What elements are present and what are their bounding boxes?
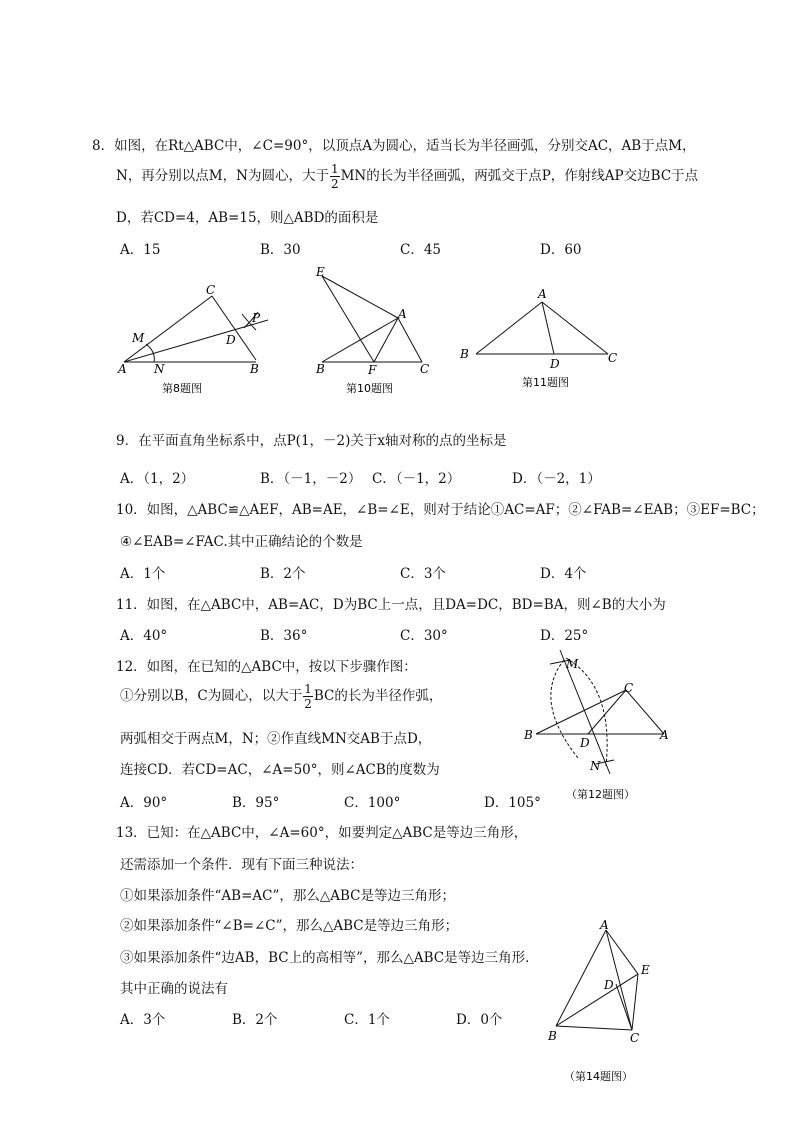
fig8-label-d: D: [226, 333, 236, 347]
fig14-side-ae: [606, 930, 638, 974]
q13-option-c[interactable]: C．1个: [344, 1012, 390, 1028]
fig12-label-d: D: [580, 736, 590, 750]
fig12-side-bc: [536, 690, 626, 734]
fig8-label-c: C: [206, 283, 216, 297]
fig8-arc-mn: [146, 344, 154, 362]
q11-stem: 11．如图，在△ABC中，AB=AC，D为BC上一点，且DA=DC，BD=BA，则∠B的大小为: [116, 597, 666, 613]
q12-fraction: [303, 683, 313, 710]
fig8-side-cb: [212, 296, 256, 360]
fig12-caption: （第12题图）: [566, 788, 635, 801]
fig11-label-c: C: [608, 351, 618, 365]
fig10-caption: 第10题图: [346, 382, 393, 395]
q12-line4: 连接CD．若CD=AC，∠A=50°，则∠ACB的度数为: [120, 762, 440, 778]
figure-q14: [540, 916, 670, 1088]
q13-line5: ③如果添加条件“边AB，BC上的高相等”，那么△ABC是等边三角形．: [120, 950, 539, 966]
q13-option-b[interactable]: B．2个: [232, 1012, 278, 1028]
q9-option-b[interactable]: B．（－1，－2）: [260, 471, 362, 487]
q8-option-a[interactable]: A．15: [120, 242, 161, 258]
fig8-label-p: P: [252, 311, 261, 325]
q12-option-c[interactable]: C．100°: [344, 795, 401, 811]
fig14-label-a: A: [600, 918, 609, 932]
q12-frac-den: 2: [304, 697, 312, 711]
fig14-side-ab: [556, 930, 606, 1026]
q9-option-d[interactable]: D．（－2，1）: [512, 471, 601, 487]
q8-line3: D，若CD=4，AB=15，则△ABD的面积是: [116, 210, 379, 226]
q8-line2-a: N，再分别以点M，N为圆心，大于: [116, 168, 329, 184]
fig10-label-a: A: [398, 307, 407, 321]
q8-line2-b: MN的长为半径画弧，两弧交于点P，作射线AP交边BC于点: [340, 168, 699, 184]
q8-line2: [116, 163, 698, 190]
fig8-caption: 第8题图: [162, 382, 202, 395]
fig14-segment-dc: [616, 984, 632, 1030]
fig8-ray-ap: [124, 320, 268, 362]
fig8-label-m: M: [132, 331, 145, 345]
figure-q8: [110, 280, 280, 400]
fig10-side-ea: [322, 276, 398, 318]
q12-option-b[interactable]: B．95°: [232, 795, 280, 811]
fig12-segment-cd: [588, 690, 626, 734]
q8-option-c[interactable]: C．45: [400, 242, 442, 258]
fig12-arc-left: [551, 660, 578, 758]
q13-line3: ①如果添加条件“AB=AC”，那么△ABC是等边三角形；: [120, 888, 455, 904]
q10-option-b[interactable]: B．2个: [260, 566, 306, 582]
q12-line3: 两弧相交于两点M，N；②作直线MN交AB于点D，: [120, 731, 432, 747]
fig8-side-ac: [124, 296, 212, 362]
fig10-label-b: B: [316, 362, 325, 376]
q13-option-a[interactable]: A．3个: [120, 1012, 166, 1028]
fig8-label-a: A: [118, 362, 127, 376]
fig14-label-e: E: [641, 963, 650, 977]
q12-frac-num: 1: [304, 682, 312, 696]
fig14-side-bc: [556, 1026, 632, 1030]
q8-frac-num: 1: [330, 162, 339, 176]
q11-option-b[interactable]: B．36°: [260, 628, 308, 644]
q12-line2-b: BC的长为半径作弧，: [313, 688, 443, 704]
q10-line1: 10．如图，△ABC≌△AEF，AB=AE，∠B=∠E，则对于结论①AC=AF；②∠FAB=∠EAB；③EF=BC；: [116, 502, 765, 518]
q11-option-d[interactable]: D．25°: [540, 628, 589, 644]
fig10-label-c: C: [420, 362, 430, 376]
q10-option-a[interactable]: A．1个: [120, 566, 166, 582]
fig14-side-ec: [632, 974, 638, 1030]
fig12-label-a: A: [660, 728, 669, 742]
q12-option-d[interactable]: D．105°: [484, 795, 541, 811]
q13-option-d[interactable]: D．0个: [456, 1012, 503, 1028]
q8-option-d[interactable]: D．60: [540, 242, 582, 258]
fig10-label-f: F: [368, 363, 377, 377]
fig12-label-n: N: [590, 759, 601, 773]
figure-q11: [456, 282, 626, 392]
q12-option-a[interactable]: A．90°: [120, 795, 168, 811]
fig11-side-ba: [476, 302, 542, 354]
fig14-label-d: D: [604, 978, 614, 992]
q13-line4: ②如果添加条件“∠B=∠C”，那么△ABC是等边三角形；: [120, 918, 459, 934]
fig10-side-ef: [322, 276, 374, 362]
q8-frac-den: 2: [330, 177, 339, 191]
figure-q12: [518, 646, 698, 806]
q8-fraction: [330, 163, 340, 190]
figure-q10: [308, 262, 438, 400]
q12-line1: 12．如图，在已知的△ABC中，按以下步骤作图：: [116, 659, 417, 675]
fig11-label-b: B: [460, 347, 469, 361]
fig14-caption: （第14题图）: [564, 1070, 633, 1083]
q11-option-c[interactable]: C．30°: [400, 628, 448, 644]
fig10-label-e: E: [316, 265, 325, 279]
q8-line1: 8．如图，在Rt△ABC中，∠C=90°，以顶点A为圆心，适当长为半径画弧，分别交AC，AB于点M，: [92, 138, 696, 154]
fig12-side-ca: [626, 690, 664, 734]
fig14-segment-be: [556, 974, 638, 1026]
fig11-label-d: D: [550, 357, 560, 371]
fig12-label-b: B: [524, 728, 533, 742]
q13-line2: 还需添加一个条件．现有下面三种说法：: [120, 857, 363, 873]
fig8-label-b: B: [250, 362, 259, 376]
q9-option-a[interactable]: A．（1，2）: [120, 471, 195, 487]
fig10-side-ac: [398, 318, 422, 362]
fig8-label-n: N: [154, 362, 165, 376]
q10-option-c[interactable]: C．3个: [400, 566, 446, 582]
fig14-label-c: C: [630, 1031, 640, 1045]
q12-line2: [120, 683, 442, 710]
fig12-label-m: M: [566, 657, 579, 671]
q9-stem: 9．在平面直角坐标系中，点P(1，－2)关于x轴对称的点的坐标是: [116, 433, 507, 449]
fig11-caption: 第11题图: [522, 376, 569, 389]
q12-line2-a: ①分别以B，C为圆心，以大于: [120, 688, 303, 704]
q10-option-d[interactable]: D．4个: [540, 566, 587, 582]
q13-line6: 其中正确的说法有: [120, 981, 228, 997]
q10-line2: ④∠EAB=∠FAC.其中正确结论的个数是: [120, 534, 363, 550]
q9-option-c[interactable]: C．（－1，2）: [372, 471, 461, 487]
q11-option-a[interactable]: A．40°: [120, 628, 168, 644]
q13-line1: 13．已知：在△ABC中，∠A=60°，如要判定△ABC是等边三角形，: [116, 825, 528, 841]
fig12-label-c: C: [624, 681, 634, 695]
fig14-label-b: B: [548, 1029, 557, 1043]
fig10-side-ba: [322, 318, 398, 362]
fig11-label-a: A: [538, 287, 547, 301]
q8-option-b[interactable]: B．30: [260, 242, 301, 258]
